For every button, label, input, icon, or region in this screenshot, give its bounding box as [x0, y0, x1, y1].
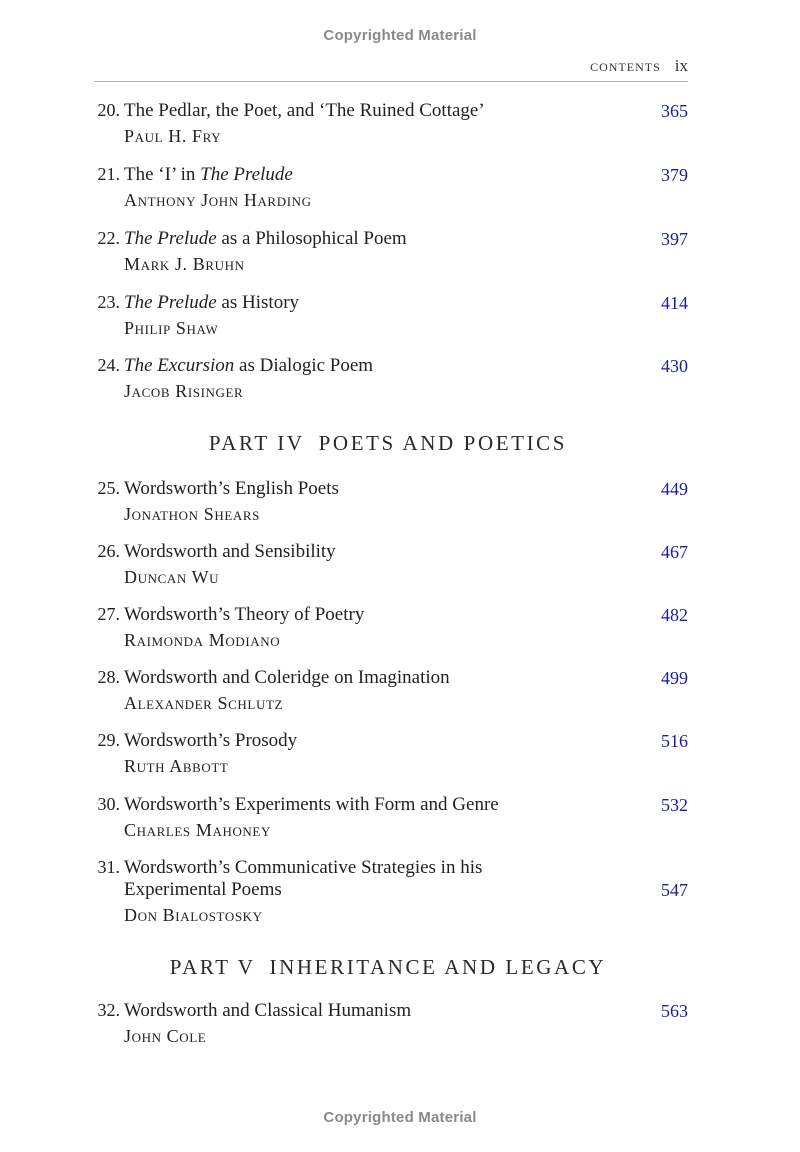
page-number-link[interactable]: 467 — [661, 542, 688, 562]
chapter-title: Wordsworth and Coleridge on Imagination — [124, 667, 450, 688]
toc-entry-24[interactable] — [94, 355, 688, 402]
part-heading-4 — [0, 431, 776, 456]
chapter-title: Wordsworth’s Theory of Poetry — [124, 604, 365, 625]
chapter-number: 32. — [97, 1000, 120, 1020]
chapter-number: 25. — [97, 478, 120, 498]
chapter-author: Anthony John Harding — [124, 190, 312, 210]
chapter-number: 31. — [97, 857, 120, 877]
chapter-number: 29. — [97, 730, 120, 750]
toc-entry-32[interactable] — [94, 1000, 688, 1047]
copyright-watermark-top: Copyrighted Material — [323, 27, 477, 44]
page-number-link[interactable]: 563 — [661, 1001, 688, 1021]
page-number-link[interactable]: 365 — [661, 101, 688, 121]
part-title: POETS AND POETICS — [318, 431, 568, 455]
running-head — [94, 56, 688, 76]
page-number-link[interactable]: 547 — [661, 880, 688, 900]
chapter-number: 24. — [97, 355, 120, 375]
toc-entry-23[interactable] — [94, 292, 688, 339]
toc-entry-26[interactable] — [94, 541, 688, 588]
part-title: INHERITANCE AND LEGACY — [269, 955, 607, 979]
chapter-number: 28. — [97, 667, 120, 687]
chapter-author: Paul H. Fry — [124, 126, 222, 146]
chapter-author: Jonathon Shears — [124, 504, 260, 524]
toc-entry-21[interactable] — [94, 164, 688, 211]
chapter-author: Raimonda Modiano — [124, 630, 281, 650]
page-number-link[interactable]: 430 — [661, 356, 688, 376]
toc-entry-30[interactable] — [94, 794, 688, 841]
page-number-link[interactable]: 532 — [661, 795, 688, 815]
chapter-number: 23. — [97, 292, 120, 312]
chapter-title-line-1: Wordsworth’s Communicative Strategies in his — [124, 857, 483, 878]
chapter-author: Mark J. Bruhn — [124, 254, 245, 274]
toc-entry-29[interactable] — [94, 730, 688, 777]
toc-entry-22[interactable] — [94, 228, 688, 275]
toc-entry-20[interactable] — [94, 100, 688, 147]
page-number-link[interactable]: 449 — [661, 479, 688, 499]
chapter-author: John Cole — [124, 1026, 207, 1046]
chapter-author: Jacob Risinger — [124, 381, 244, 401]
copyright-watermark-bottom: Copyrighted Material — [323, 1109, 477, 1126]
chapter-title: Wordsworth’s English Poets — [124, 478, 339, 499]
chapter-author: Duncan Wu — [124, 567, 220, 587]
part-label: PART IV — [208, 431, 305, 455]
chapter-title: The Pedlar, the Poet, and ‘The Ruined Cottage’ — [124, 100, 485, 121]
running-head-label: contents — [590, 56, 661, 75]
chapter-number: 22. — [97, 228, 120, 248]
header-rule — [94, 81, 688, 82]
chapter-title: The Excursion as Dialogic Poem — [124, 355, 374, 376]
page-number-link[interactable]: 482 — [661, 605, 688, 625]
chapter-title: The ‘I’ in The Prelude — [124, 164, 293, 185]
toc-entry-25[interactable] — [94, 478, 688, 525]
chapter-title: The Prelude as a Philosophical Poem — [124, 228, 407, 249]
chapter-number: 21. — [97, 164, 120, 184]
toc-entry-27[interactable] — [94, 604, 688, 651]
page-number-link[interactable]: 499 — [661, 668, 688, 688]
part-heading-5 — [0, 955, 776, 980]
part-label: PART V — [169, 955, 256, 979]
chapter-title-line-2: Experimental Poems — [124, 879, 282, 900]
chapter-title: Wordsworth’s Prosody — [124, 730, 298, 751]
chapter-number: 27. — [97, 604, 120, 624]
chapter-author: Don Bialostosky — [124, 905, 263, 925]
page-number-link[interactable]: 414 — [661, 293, 688, 313]
chapter-title: Wordsworth and Classical Humanism — [124, 1000, 412, 1021]
chapter-title: Wordsworth’s Experiments with Form and Genre — [124, 794, 499, 815]
chapter-title: The Prelude as History — [124, 292, 300, 313]
running-head-page-number: ix — [674, 56, 688, 75]
chapter-number: 20. — [97, 100, 120, 120]
chapter-number: 26. — [97, 541, 120, 561]
chapter-author: Alexander Schlutz — [124, 693, 284, 713]
page-number-link[interactable]: 516 — [661, 731, 688, 751]
chapter-author: Charles Mahoney — [124, 820, 271, 840]
page-number-link[interactable]: 397 — [661, 229, 688, 249]
toc-entry-28[interactable] — [94, 667, 688, 714]
chapter-author: Philip Shaw — [124, 318, 219, 338]
chapter-author: Ruth Abbott — [124, 756, 229, 776]
page-number-link[interactable]: 379 — [661, 165, 688, 185]
toc-entry-31[interactable] — [94, 857, 688, 926]
chapter-title: Wordsworth and Sensibility — [124, 541, 336, 562]
chapter-number: 30. — [97, 794, 120, 814]
